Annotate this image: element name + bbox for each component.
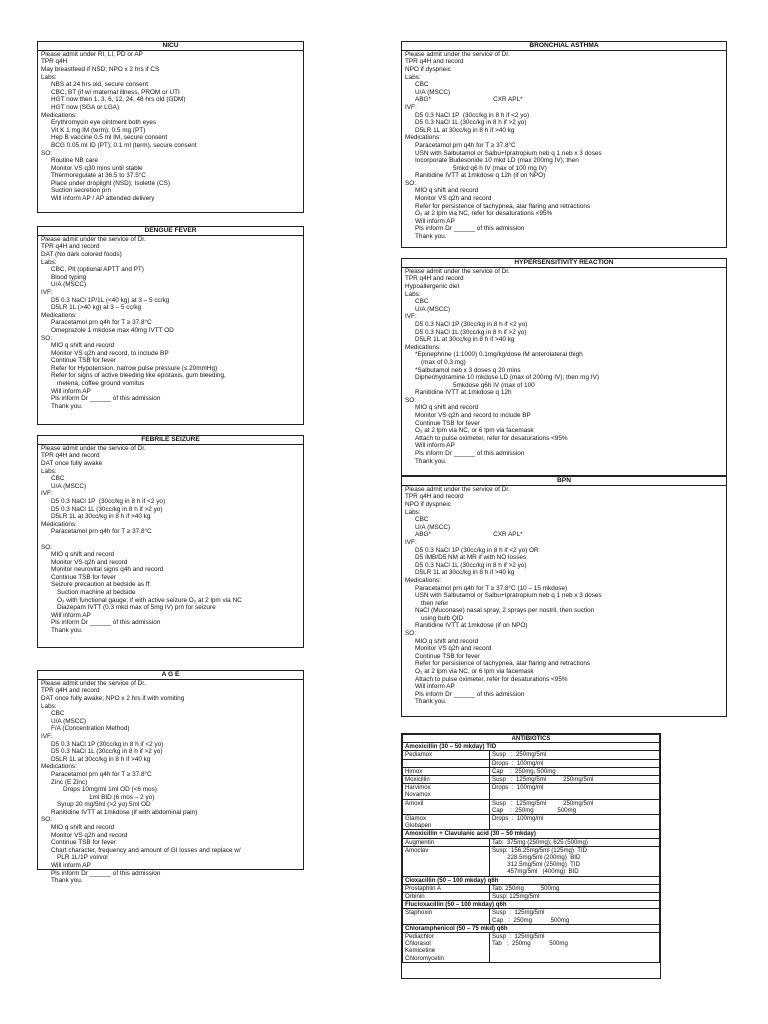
dengue-fever-box [37,226,304,425]
febrile-line: Monitor VS q2h and record [51,558,128,566]
hyper-line: Please admit under the service of Dr. [405,267,510,275]
antibiotic-group-row [403,901,660,909]
hyper-line: Attach to pulse oximeter, refer for desaturations <95% [415,434,568,442]
asthma-line: MIO q shift and record [415,187,479,195]
dengue-line: Will inform AP [51,387,91,395]
age-line: D5LR 1L at 30cc/kg in 8 h if >40 kg [51,755,151,763]
asthma-line: CBC [415,81,429,89]
nicu-line: Routine NB care [51,157,98,165]
febrile-line: Will inform AP [51,611,91,619]
nicu-line: Suction secretion prn [51,187,112,195]
asthma-line: Labs: [405,73,421,81]
dengue-line: U/A (MSCC) [51,281,87,289]
febrile-line: Please admit under the service of Dr. [41,444,146,452]
antibiotic-group-name: Flucloxacillin (50 – 100 mkday) q6h [403,901,660,909]
asthma-line: TPR q4H and record [405,58,464,66]
asthma-line: Thank you. [415,233,447,241]
antibiotic-group-name: Amoxicillin + Clavulanic acid (30 – 50 mkday) [403,830,660,838]
febrile-line: Labs: [41,467,57,475]
bpn-line: Labs: [405,508,421,516]
hypersensitivity-body [402,268,726,465]
dengue-line: melena, coffee ground vomitus [57,380,145,388]
bpn-line: Ranitidine IVTT at 1mkdose (if on NPO) [415,622,528,630]
hyper-line: *Epinephrine (1:1000) 0.1mg/kg/dose IM anterolateral thigh [415,351,583,359]
dengue-line: MIO q shift and record [51,342,115,350]
bpn-line: Refer for persistence of tachypnea, alar flaring and retractions [415,660,591,668]
bpn-line: U/A (MSCC) [415,523,451,531]
febrile-seizure-body [38,445,303,635]
bpn-line: SO: [405,630,417,638]
age-line: D5 0.3 NaCl 1L (30cc/kg in 8 h if >2 yo) [51,748,163,756]
hyper-line: Hypoallergenic diet [405,282,460,290]
dengue-line: Thank you. [51,402,83,410]
febrile-line: Monitor neurovital signs q4h and record [51,566,164,574]
hypersensitivity-title: HYPERSENSITIVITY REACTION [402,259,726,268]
asthma-line: NPO if dyspneic [405,65,451,73]
bpn-line: NPO if dyspneic [405,500,451,508]
antibiotic-group-name: Cloxacillin (50 – 100 mkday) q6h [403,876,660,884]
asthma-line: O₂ at 2 lpm via NC, refer for desaturations <95% [415,210,553,218]
antibiotic-brand-row [403,893,660,901]
hyper-line: Pls inform Dr ______ of this admission [415,450,525,458]
bronchial-asthma-box [401,41,727,248]
febrile-line: TPR q4H and record [41,452,100,460]
age-line: DAT once fully awake; NPO x 2 hrs if with vomiting [41,694,185,702]
asthma-line: Medications: [405,134,441,142]
nicu-line: Labs: [41,73,57,81]
nicu-line: HGT now then 1, 3, 6, 12, 24, 48 hrs old (GDM) [51,96,186,104]
antibiotic-preparation: Susp : 250mg/5ml [490,751,660,759]
antibiotic-brand: Himox [403,767,490,775]
dengue-line: Continue TSB for fever [51,357,116,365]
antibiotic-brand-row [403,909,660,924]
febrile-line: SO: [41,543,53,551]
age-line: CBC [51,710,65,718]
hyper-line: Diphenhydramine 10 mkdose LD (max of 200mg IV); then mg IV) [415,374,599,382]
age-line: U/A (MSCC) [51,717,87,725]
dengue-line: Paracetamol prn q4h for T ≥ 37.8°C [51,319,152,327]
antibiotic-brand: Orbinin [403,893,490,901]
nicu-line: CBC, BT (if w/ maternal illness, PROM or UTI [51,88,180,96]
age-line: Paracetamol prn q4h for T ≥ 37.8°C [51,770,152,778]
antibiotic-brand-row [403,751,660,759]
nicu-line: Medications: [41,111,77,119]
antibiotic-brand: Pediachlor Chlorasol Kemicetine Chloromycetin [403,933,490,963]
febrile-line: Thank you. [51,627,83,635]
dengue-line: Please admit under the service of Dr. [41,235,146,243]
asthma-line: Please admit under the service of Dr. [405,50,510,58]
nicu-line: May breastfeed if NSD; NPO x 2 hrs if CS [41,65,160,73]
hyper-line: (max of 0.3 mg) [421,358,466,366]
antibiotic-brand: Prostaphlin A [403,884,490,892]
antibiotic-brand: Glamox Globapen [403,815,490,830]
antibiotic-brand-row [403,767,660,775]
hyper-line: IVF: [405,313,417,321]
hyper-line: D5 0.3 NaCl 1P (30cc/kg in 8 h if <2 yo) [415,320,528,328]
asthma-line: D5 0.3 NaCl 1P (30cc/kg in 8 h if <2 yo) [415,111,530,119]
antibiotic-brand-row [403,784,660,799]
antibiotic-group-row [403,830,660,838]
antibiotic-brand: Staphoxin [403,909,490,924]
antibiotic-brand [403,759,490,767]
asthma-line: 5mkd q6 h IV (max of 100 mg IV) [453,164,547,172]
antibiotics-title: ANTIBIOTICS [403,735,660,743]
antibiotic-preparation: Susp : 125mg/5ml Cap : 250mg 500mg [490,909,660,924]
age-line: IVF: [41,732,53,740]
antibiotic-preparation: Susp : 125mg/5ml Tab : 250mg 500mg [490,933,660,963]
asthma-line: Ranitidine IVTT at 1mkdose q 12h (if on NPO) [415,172,546,180]
hyper-line: U/A (MSCC) [415,305,451,313]
asthma-line: D5LR 1L at 30cc/kg in 8 h if >40 kg [415,126,515,134]
antibiotic-preparation: Susp: 125mg/5ml [490,893,660,901]
bpn-line: Medications: [405,576,441,584]
age-line: Syrup 20 mg/5ml (>2 yo) 5ml OD [57,801,151,809]
nicu-line: Erythromycin eye ointment both eyes [51,119,157,127]
asthma-line: Paracetamol prn q4h for T ≥ 37.8°C [415,141,516,149]
hyper-line: Continue TSB for fever [415,419,480,427]
nicu-line: Hep B vaccine 0.5 ml IM, secure consent [51,134,168,142]
hyper-line: D5 0.3 NaCl 1L (30cc/kg in 8 h if >2 yo) [415,328,527,336]
age-line: Monitor VS q2h and record [51,831,128,839]
hyper-line: TPR q4H and record [405,275,464,283]
antibiotic-brand-row [403,799,660,814]
asthma-line: D5 0.3 NaCl 1L (30cc/kg in 8 h if >2 yo) [415,119,527,127]
nicu-line: SO: [41,149,53,157]
hyper-line: 5mkdose q6h IV (max of 100 [453,381,535,389]
antibiotic-brand-row [403,776,660,784]
dengue-line: Pls inform Dr ______ of this admission [51,395,161,403]
age-body [38,680,303,885]
bpn-line: ABG* CXR APL* [415,531,523,539]
bpn-line: Will inform AP [415,683,455,691]
dengue-fever-body [38,236,303,411]
age-line: PLR 1L/1P vol/vol [57,854,108,862]
age-line: Zinc (E Zinc) [51,778,88,786]
age-title: A G E [38,671,303,680]
febrile-seizure-box [37,435,304,648]
age-line: Continue TSB for fever [51,839,116,847]
antibiotic-brand-row [403,884,660,892]
antibiotic-group-row [403,743,660,751]
dengue-line: TPR q4H and record [41,243,100,251]
bpn-line: D5 IMB/D5 NM at MR if with NO losses [415,554,527,562]
antibiotic-preparation: Cap : 250mg, 500mg [490,767,660,775]
febrile-line: Seizure precaution at bedside as ff: [51,581,152,589]
age-line: Chart character, frequency and amount of GI losses and replace w/ [51,846,241,854]
nicu-line: TPR q4H [41,58,68,66]
bpn-body [402,486,726,706]
nicu-line: NBS at 24 hrs old, secure consent [51,81,148,89]
antibiotic-group-row [403,924,660,932]
bpn-line: Continue TSB for fever [415,652,480,660]
nicu-line: Thermoregulate at 36.5 to 37.5°C [51,172,146,180]
antibiotics-table [402,734,660,963]
hyper-line: O₂ at 2 lpm via NC, or 6 lpm via facemask [415,427,534,435]
antibiotic-preparation: Susp : 125mg/5ml 250mg/5ml Cap : 250mg 500mg [490,799,660,814]
bpn-line: NaCl (Muconase) nasal spray, 2 sprays per nostril, then suction [415,607,595,615]
febrile-line: Suction machine at bedside [57,589,136,597]
bpn-line: D5 0.3 NaCl 1P (30cc/kg in 8 h if <2 yo) OR [415,546,539,554]
age-line: 1ml BID (6 mos – 2 yo) [89,793,155,801]
antibiotic-brand: Augmentin [403,838,490,846]
febrile-line: IVF: [41,490,53,498]
dengue-line: IVF: [41,288,53,296]
bpn-line: D5LR 1L at 30cc/kg in 8 h if >40 kg [415,569,515,577]
antibiotic-preparation: Drops : 100mg/ml [490,759,660,767]
antibiotic-group-name: Amoxicillin (30 – 50 mkday) TID [403,743,660,751]
asthma-line: USN with Salbutamol or Salbu+Ipratropium neb q 1 neb x 3 doses [415,149,602,157]
asthma-line: Incorporate Budesonide 10 mkd LD (max 200mg IV); then [415,157,579,165]
antibiotic-group-row [403,876,660,884]
dengue-line: D5LR 1L (>40 kg) at 3 – 5 cc/kg [51,304,142,312]
antibiotic-preparation: Tab: 375mg (250mg); 625 (500mg) [490,838,660,846]
age-line: Medications: [41,763,77,771]
febrile-line: Diazepam IVTT (0.3 mkd max of 5mg IV) prn for seizure [57,604,216,612]
bpn-line: O₂ at 2 lpm via NC, or 6 lpm via facemask [415,668,534,676]
febrile-line: D5LR 1L at 30cc/kg in 8 h if >40 kg [51,513,151,521]
bpn-line: TPR q4H and record [405,493,464,501]
age-line: Thank you. [51,877,83,885]
nicu-line: Please admit under RI, LI, PD or AP [41,50,143,58]
age-line: Drops 10mg/ml 1ml OD (<6 mos) [63,786,157,794]
antibiotic-brand-row [403,846,660,876]
hyper-line: SO: [405,396,417,404]
dengue-line: Refer for signs of active bleeding like epistaxis, gum bleeding, [51,372,226,380]
asthma-line: IVF: [405,103,417,111]
nicu-title: NICU [38,42,303,51]
antibiotic-brand-row [403,759,660,767]
bpn-line: D5 0.3 NaCl 1L (30cc/kg in 8 h if >2 yo) [415,561,527,569]
febrile-line: U/A (MSCC) [51,482,87,490]
antibiotic-brand: Harvimox Novamox [403,784,490,799]
bpn-line: Thank you. [415,698,447,706]
bpn-line: IVF: [405,538,417,546]
dengue-line: Labs: [41,258,57,266]
hypersensitivity-box [401,258,727,476]
asthma-line: ABG* CXR APL* [415,96,523,104]
age-line: SO: [41,816,53,824]
bpn-line: Attach to pulse oximeter, refer for desaturations <95% [415,675,568,683]
bronchial-asthma-body [402,51,726,241]
febrile-line: Paracetamol prn q4h for T ≥ 37.8°C [51,528,152,536]
age-line: Labs: [41,702,57,710]
antibiotic-group-name: Chloramphenicol (50 – 75 mkd) q6h [403,924,660,932]
antibiotic-preparation: Susp : 125mg/5ml 250mg/5ml [490,776,660,784]
febrile-seizure-title: FEBRILE SEIZURE [38,436,303,445]
age-box [37,670,304,885]
nicu-line: Vit K 1 mg IM (term); 0.5 mg (PT) [51,126,146,134]
age-line: Will inform AP [51,862,91,870]
dengue-line: Monitor VS q2h and record, to include BP [51,349,169,357]
dengue-line: Refer for Hypotension, narrow pulse pressure (≤ 20mmHg) [51,364,218,372]
hyper-line: Will inform AP [415,442,455,450]
hyper-line: Monitor VS q2h and record to include BP [415,412,531,420]
dengue-line: CBC, Plt (optional APTT and PT) [51,266,144,274]
bpn-line: MIO q shift and record [415,637,479,645]
dengue-line: DAT (No dark colored foods) [41,250,122,258]
bpn-line: Paracetamol prn q4h for T ≥ 37.8°C (10 – 15 mkdose) [415,584,568,592]
antibiotic-brand: Pediamox [403,751,490,759]
febrile-line [41,536,300,544]
age-line: MIO q shift and record [51,824,115,832]
asthma-line: Refer for persistence of tachypnea, alar flaring and retractions [415,202,591,210]
bpn-line: Monitor VS q2h and record [415,645,492,653]
febrile-line: Pls inform Dr ______ of this admission [51,619,161,627]
antibiotic-brand-row [403,815,660,830]
antibiotic-brand: Amoclav [403,846,490,876]
antibiotic-preparation: Tab: 250mg 500mg [490,884,660,892]
hyper-line: *Salbutamol neb x 3 doses q 20 mins [415,366,521,374]
asthma-line: Pls inform Dr ______ of this admission [415,225,525,233]
nicu-line: HGT now (SGA or LGA) [51,103,120,111]
antibiotics-box [401,733,661,979]
febrile-line: Continue TSB for fever [51,573,116,581]
antibiotic-preparation: Drops : 100mg/ml [490,784,660,799]
hyper-line: Medications: [405,343,441,351]
antibiotic-preparation: Drops : 100mg/ml [490,815,660,830]
age-line: D5 0.3 NaCl 1P (30cc/kg in 8 h if <2 yo) [51,740,164,748]
asthma-line: Monitor VS q2h and record [415,195,492,203]
bpn-line: using bulb QID [421,614,464,622]
age-line: Please admit under the service of Dr. [41,679,146,687]
febrile-line: MIO q shift and record [51,551,115,559]
febrile-line: DAT once fully awake [41,459,103,467]
age-line: Ranitidine IVTT at 1mkdose (if with abdominal pain) [51,808,198,816]
febrile-line: Medications: [41,520,77,528]
hyper-line: Labs: [405,290,421,298]
febrile-line: O₂ with functional gauge; if with active seizure O₂ at 2 lpm via NC [57,596,242,604]
antibiotic-brand-row [403,933,660,963]
nicu-line: Will inform AP / AP attended delivery [51,195,155,203]
febrile-line: D5 0.3 NaCl 1L (30cc/kg in 8 h if >2 yo) [51,505,163,513]
nicu-box [37,41,304,213]
dengue-line: D5 0.3 NaCl 1P/1L (<40 kg) at 3 – 5 cc/kg [51,296,170,304]
febrile-line: D5 0.3 NaCl 1P (30cc/kg in 8 h if <2 yo) [51,497,166,505]
hyper-line: Thank you. [415,457,447,465]
dengue-line: Medications: [41,311,77,319]
bronchial-asthma-title: BRONCHIAL ASTHMA [402,42,726,51]
bpn-line: Pls inform Dr ______ of this admission [415,690,525,698]
bpn-box [401,476,727,717]
dengue-fever-title: DENGUE FEVER [38,227,303,236]
antibiotic-preparation: Susp: 156.25mg/5ml (125mg) TID 228.5mg/5ml (200mg) BID 312.5mg/5ml (250mg) TID 457mg/5ml (400mg) BID [490,846,660,876]
bpn-line: USN with Salbutamol or Salbu+Ipratropium neb q 1 neb x 3 doses [415,592,602,600]
dengue-line: Omeprazole 1 mkdose max 40mg IVTT OD [51,326,174,334]
hyper-line: D5LR 1L at 30cc/kg in 8 h if >40 kg [415,336,515,344]
hyper-line: Ranitidine IVTT at 1mkdose q 12h [415,389,512,397]
hyper-line: MIO q shift and record [415,404,479,412]
nicu-line: BCG 0.05 ml ID (PT); 0.1 ml (term), secure consent [51,141,197,149]
nicu-line: Monitor VS q30 mins until stable [51,164,143,172]
age-line: Pls inform Dr ______ of this admission [51,869,161,877]
bpn-line: then refer [421,599,449,607]
asthma-line: SO: [405,179,417,187]
antibiotic-brand: Moxicillin [403,776,490,784]
bpn-line: Please admit under the service of Dr. [405,485,510,493]
age-line: F/A (Concentration Method) [51,725,130,733]
antibiotic-brand: Amoxil [403,799,490,814]
febrile-line: CBC [51,475,65,483]
antibiotic-brand-row [403,838,660,846]
age-line: TPR q4H and record [41,687,100,695]
nicu-body [38,51,303,203]
bpn-line: CBC [415,516,429,524]
nicu-line: Place under droplight (NSD); Isolette (CS) [51,179,170,187]
bpn-title: BPN [402,477,726,486]
hyper-line: CBC [415,298,429,306]
asthma-line: Will inform AP [415,217,455,225]
asthma-line: U/A (MSCC) [415,88,451,96]
dengue-line: SO: [41,334,53,342]
dengue-line: Blood typing [51,273,87,281]
